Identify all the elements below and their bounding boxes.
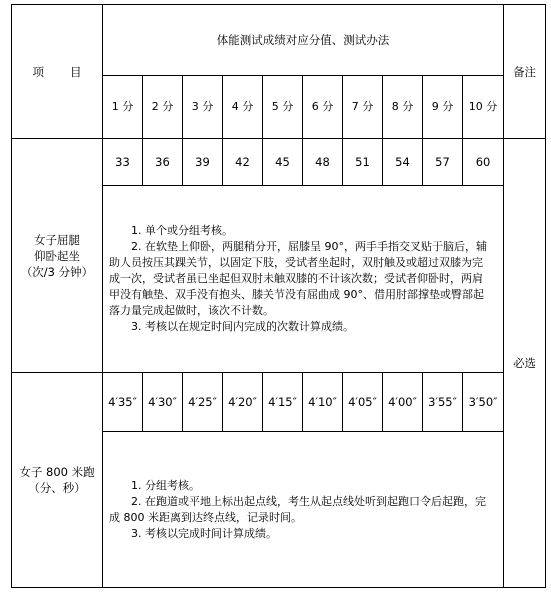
score-label-10: 10 分 (463, 76, 504, 139)
project-header-char-2: 目 (70, 64, 82, 79)
item-name-line: （分、秒） (28, 481, 86, 495)
situp-standard-1: 33 (103, 139, 143, 186)
situp-standard-8: 54 (383, 139, 423, 186)
situp-standard-9: 57 (423, 139, 463, 186)
item-name-line: （次/3 分钟） (20, 264, 94, 279)
item-name-line: 仰卧起坐 (34, 248, 80, 263)
situp-standard-2: 36 (143, 139, 183, 186)
situp-standard-4: 42 (223, 139, 263, 186)
remark-required: 必选 (504, 139, 546, 588)
run-standard-10: 3′50″ (463, 373, 504, 432)
remark-header: 备注 (504, 5, 546, 139)
score-label-7: 7 分 (343, 76, 383, 139)
method-step: 1. 分组考核。 (131, 478, 200, 492)
score-label-3: 3 分 (183, 76, 223, 139)
score-label-9: 9 分 (423, 76, 463, 139)
run-standard-3: 4′25″ (183, 373, 223, 432)
situp-method (103, 186, 504, 373)
run-standard-1: 4′35″ (103, 373, 143, 432)
method-step: 3. 考核以在规定时间内完成的次数计算成绩。 (131, 320, 354, 333)
score-label-6: 6 分 (303, 76, 343, 139)
situp-standard-5: 45 (263, 139, 303, 186)
method-step: 1. 单个或分组考核。 (131, 224, 233, 237)
item-name-situp (12, 139, 103, 373)
score-label-8: 8 分 (383, 76, 423, 139)
situp-standard-6: 48 (303, 139, 343, 186)
score-label-2: 2 分 (143, 76, 183, 139)
score-label-1: 1 分 (103, 76, 143, 139)
score-label-5: 5 分 (263, 76, 303, 139)
run-standard-9: 3′55″ (423, 373, 463, 432)
run-standard-2: 4′30″ (143, 373, 183, 432)
item-name-line: 女子屈腿 (34, 232, 80, 247)
run-standard-8: 4′00″ (383, 373, 423, 432)
situp-standard-3: 39 (183, 139, 223, 186)
run-standard-7: 4′05″ (343, 373, 383, 432)
method-step: 3. 考核以完成时间计算成绩。 (131, 526, 277, 540)
fitness-score-table (11, 4, 546, 588)
item-name-800m (12, 373, 103, 588)
method-step: 2. 在跑道或平地上标出起点线，考生从起点线处听到起跑口令后起跑，完成 800 米距离到达终点线，记录时间。 (109, 494, 486, 524)
run-method (103, 432, 504, 588)
table-title: 体能测试成绩对应分值、测试办法 (103, 5, 504, 76)
run-standard-6: 4′10″ (303, 373, 343, 432)
score-label-4: 4 分 (223, 76, 263, 139)
project-header-cell (12, 5, 103, 139)
method-step: 2. 在软垫上仰卧，两腿稍分开，屈膝呈 90°，两手手指交叉贴于脑后，辅助人员按压其踝关节，以固定下肢，受试者坐起时，双肘触及或超过双膝为完成一次，受试者虽已坐起但双肘未触双膝的不计该次数；受试者仰卧时，两肩甲没有触垫、双手没有抱头、膝关节没有屈曲成 90°、借用肘部撑垫或臀部起落力量完成起做时，该次不计数。 (109, 240, 487, 317)
run-standard-4: 4′20″ (223, 373, 263, 432)
project-header-char-1: 项 (32, 64, 44, 79)
situp-standard-10: 60 (463, 139, 504, 186)
situp-standard-7: 51 (343, 139, 383, 186)
run-standard-5: 4′15″ (263, 373, 303, 432)
item-name-line: 女子 800 米跑 (19, 465, 95, 479)
